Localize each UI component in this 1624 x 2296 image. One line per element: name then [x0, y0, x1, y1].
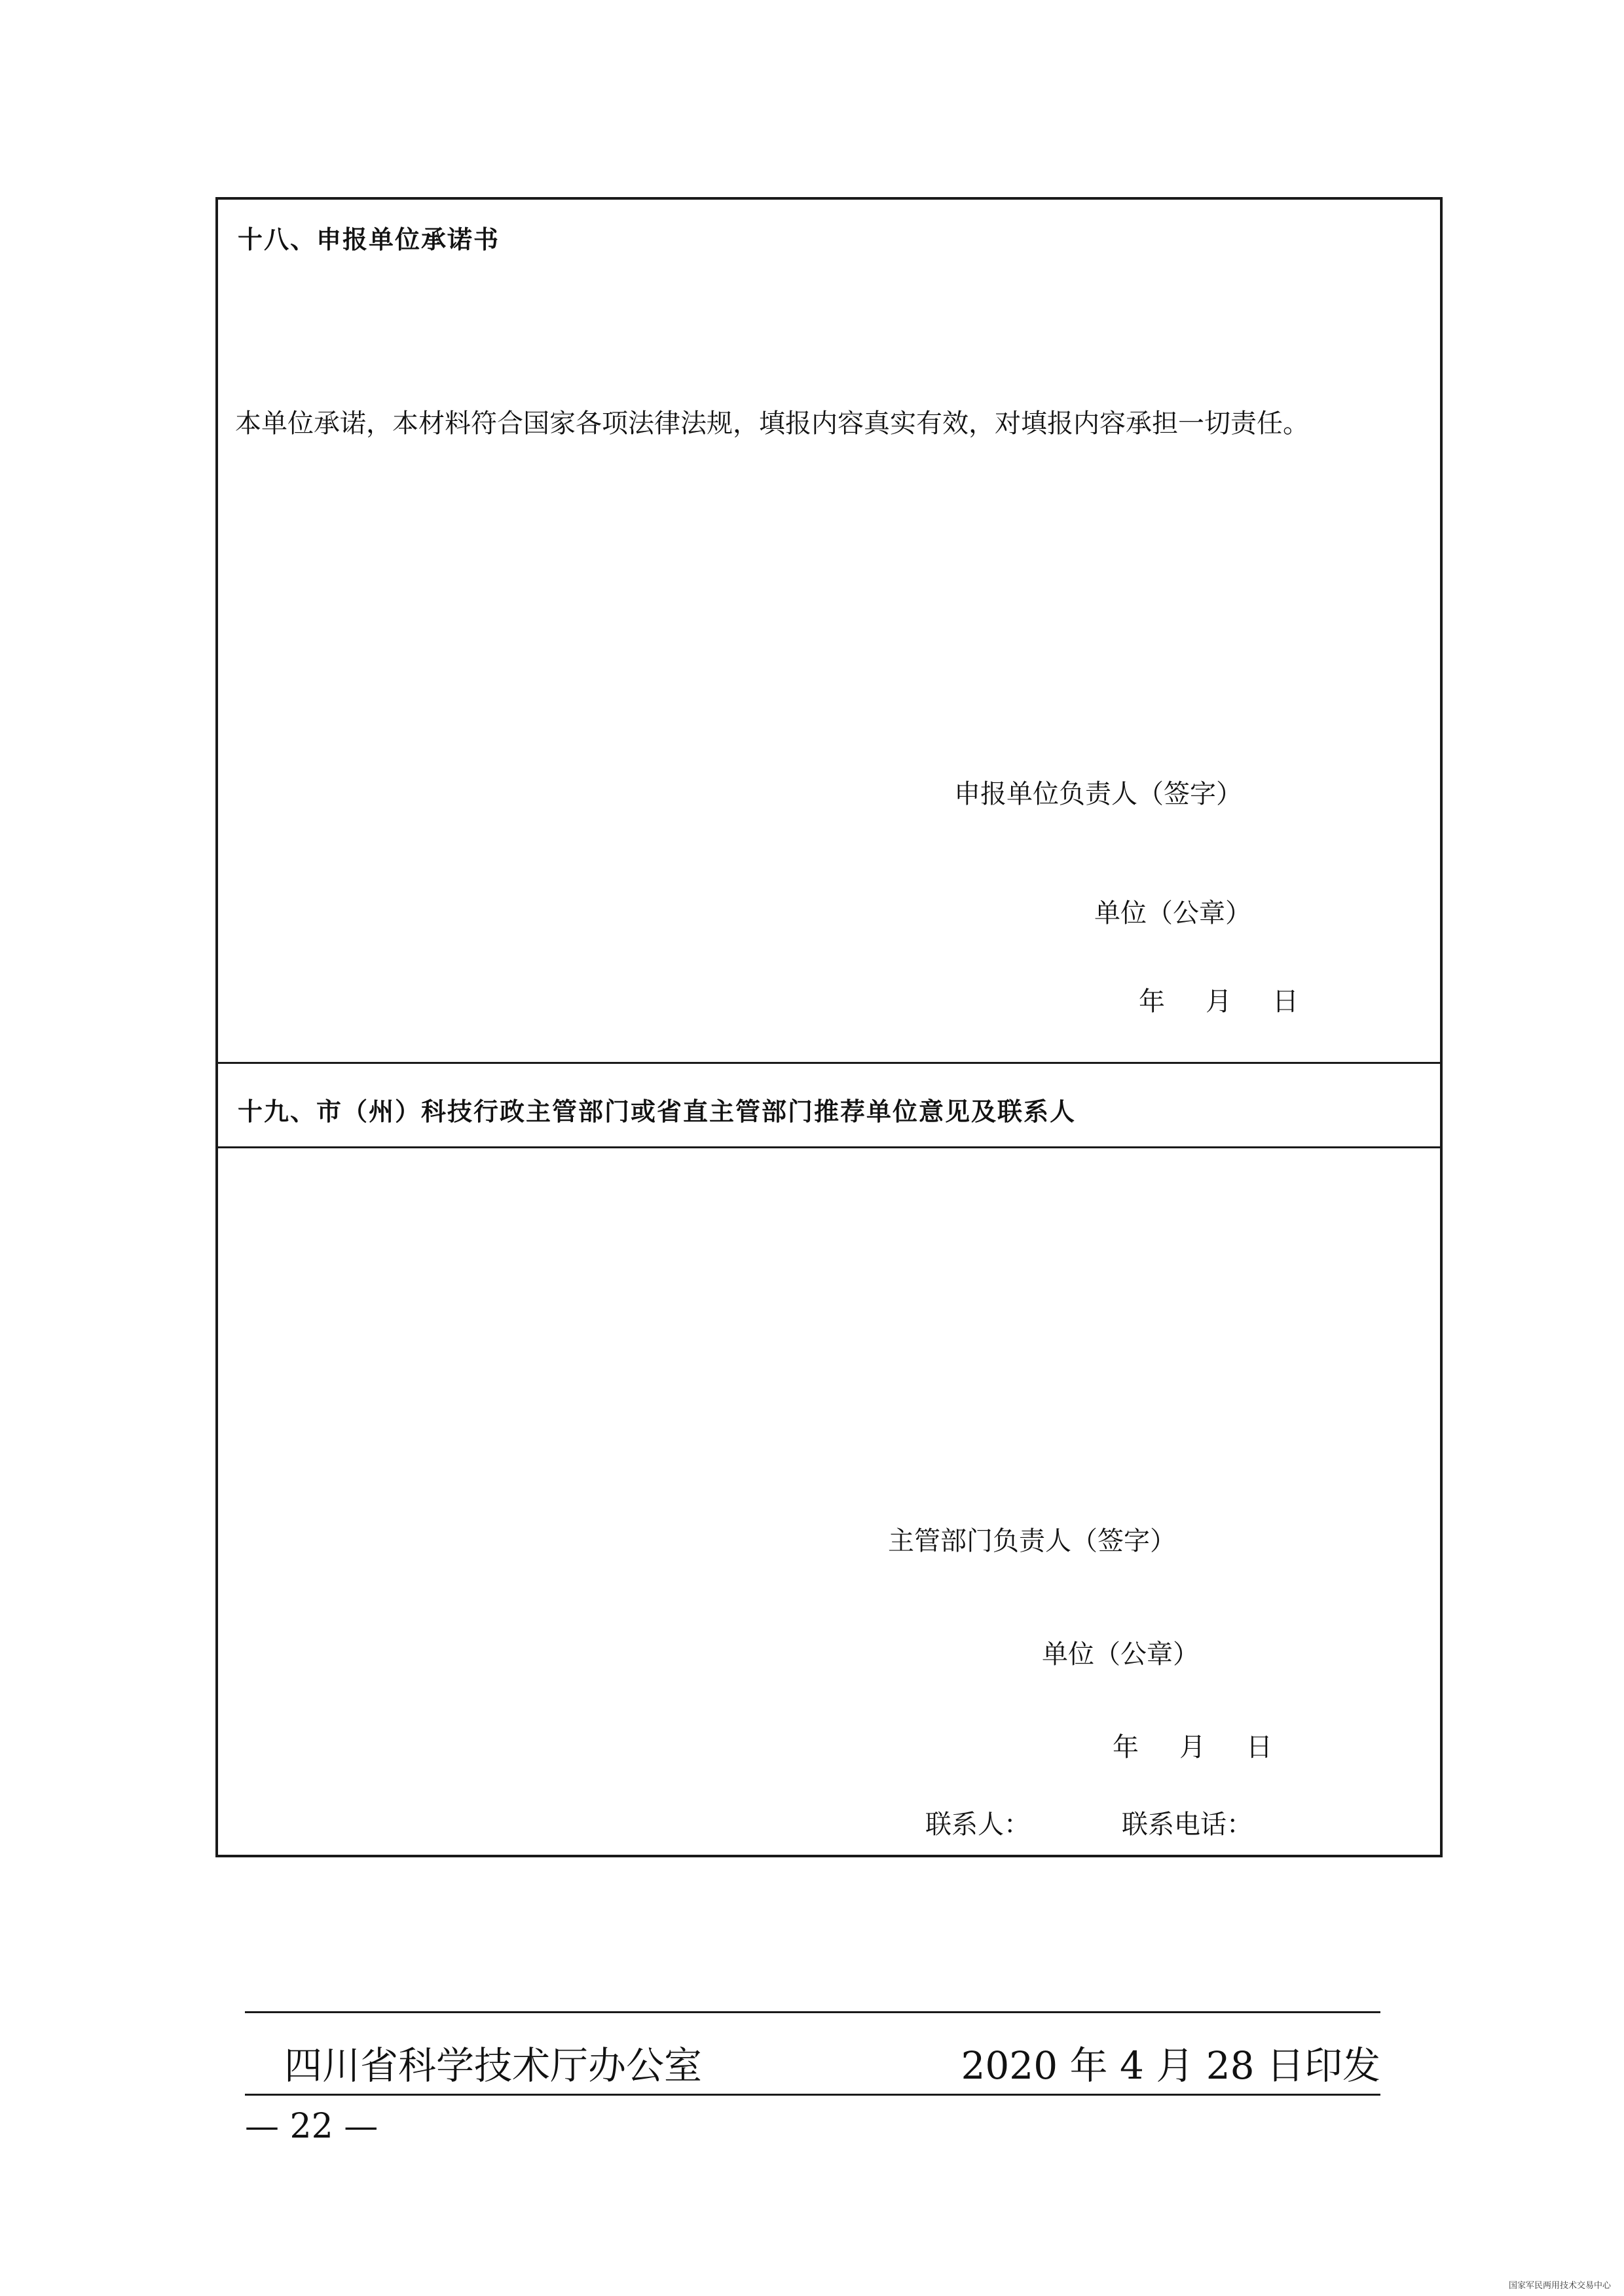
footer-issue-date: 2020 年 4 月 28 日印发 — [961, 2043, 1380, 2088]
footer-top-rule — [245, 2011, 1380, 2013]
department-date-row — [1113, 1726, 1272, 1764]
year-label: 年 — [1113, 1732, 1139, 1762]
department-seal-label: 单位（公章） — [1042, 1639, 1199, 1669]
heading-divider — [218, 1146, 1440, 1148]
month-label: 月 — [1206, 987, 1232, 1017]
day-label: 日 — [1272, 987, 1299, 1017]
department-signer-label: 主管部门负责人（签字） — [888, 1526, 1176, 1556]
footer-issuer: 四川省科学技术厅办公室 — [284, 2043, 703, 2088]
page-number: — 22 — — [245, 2107, 378, 2146]
year-label: 年 — [1139, 987, 1165, 1017]
applicant-seal-label: 单位（公章） — [1094, 898, 1251, 928]
watermark-text: 国家军民两用技术交易中心 — [1508, 2281, 1611, 2291]
applicant-signer-label: 申报单位负责人（签字） — [954, 779, 1242, 809]
form-table — [215, 197, 1443, 1857]
phone-label: 联系电话： — [1122, 1810, 1253, 1840]
contact-label: 联系人： — [925, 1810, 1030, 1840]
month-label: 月 — [1179, 1732, 1206, 1762]
section-divider — [218, 1062, 1440, 1064]
footer-bottom-rule — [245, 2094, 1380, 2096]
day-label: 日 — [1246, 1732, 1272, 1762]
commitment-statement: 本单位承诺，本材料符合国家各项法律法规，填报内容真实有效，对填报内容承担一切责任。 — [235, 409, 1309, 439]
section-18-heading: 十八、申报单位承诺书 — [238, 225, 500, 254]
section-19-heading: 十九、市（州）科技行政主管部门或省直主管部门推荐单位意见及联系人 — [238, 1097, 1077, 1126]
applicant-date-row — [1139, 981, 1299, 1018]
